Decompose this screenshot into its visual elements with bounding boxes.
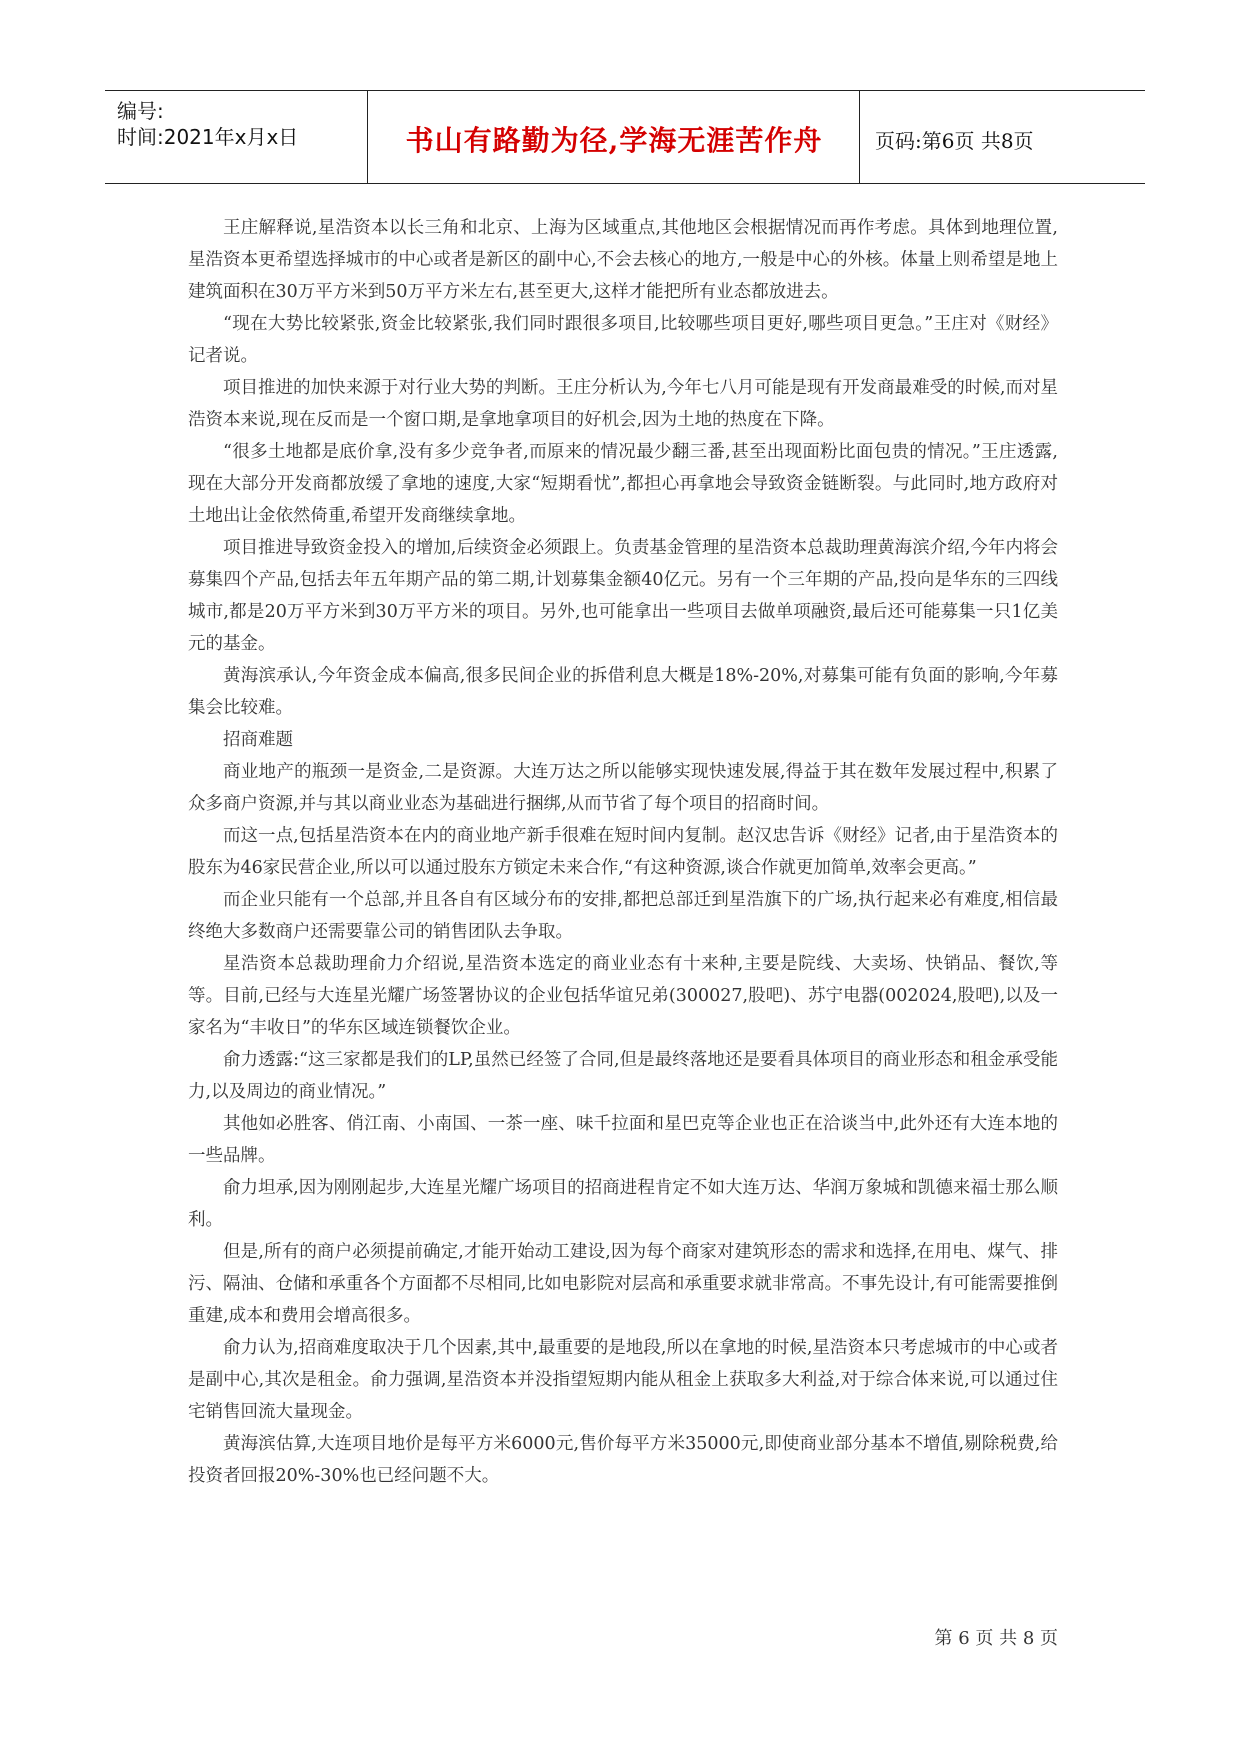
paragraph: 俞力认为,招商难度取决于几个因素,其中,最重要的是地段,所以在拿地的时候,星浩资本只考虑城市的中心或者是副中心,其次是租金。俞力强调,星浩资本并没指望短期内能从租金上获取多大利益,对于综合体来说,可以通过住宅销售回流大量现金。 xyxy=(188,1338,1058,1422)
document-header xyxy=(105,90,1145,184)
paragraph: 但是,所有的商户必须提前确定,才能开始动工建设,因为每个商家对建筑形态的需求和选择,在用电、煤气、排污、隔油、仓储和承重各个方面都不尽相同,比如电影院对层高和承重要求就非常高。不事先设计,有可能需要推倒重建,成本和费用会增高很多。 xyxy=(188,1242,1058,1326)
date-label: 时间:2021年x月x日 xyxy=(117,125,299,149)
header-info-cell xyxy=(105,91,368,183)
page-code-label: 页码:第6页 共8页 xyxy=(875,129,1034,153)
paragraph: 商业地产的瓶颈一是资金,二是资源。大连万达之所以能够实现快速发展,得益于其在数年发展过程中,积累了众多商户资源,并与其以商业业态为基础进行捆绑,从而节省了每个项目的招商时间。 xyxy=(188,762,1058,814)
article-body xyxy=(188,212,1058,1492)
paragraph: 星浩资本总裁助理俞力介绍说,星浩资本选定的商业业态有十来种,主要是院线、大卖场、快销品、餐饮,等等。目前,已经与大连星光耀广场签署协议的企业包括华谊兄弟(300027,股吧)、苏宁电器(002024,股吧),以及一家名为“丰收日”的华东区域连锁餐饮企业。 xyxy=(188,954,1058,1038)
header-page-cell xyxy=(861,91,1145,183)
motto-text: 书山有路勤为径,学海无涯苦作舟 xyxy=(405,124,823,157)
paragraph: 俞力坦承,因为刚刚起步,大连星光耀广场项目的招商进程肯定不如大连万达、华润万象城和凯德来福士那么顺利。 xyxy=(188,1178,1058,1230)
page-footer: 第 6 页 共 8 页 xyxy=(934,1628,1058,1649)
paragraph: 其他如必胜客、俏江南、小南国、一茶一座、味千拉面和星巴克等企业也正在洽谈当中,此外还有大连本地的一些品牌。 xyxy=(188,1114,1058,1166)
paragraph: 项目推进导致资金投入的增加,后续资金必须跟上。负责基金管理的星浩资本总裁助理黄海滨介绍,今年内将会募集四个产品,包括去年五年期产品的第二期,计划募集金额40亿元。另有一个三年期的产品,投向是华东的三四线城市,都是20万平方米到30万平方米的项目。另外,也可能拿出一些项目去做单项融资,最后还可能募集一只1亿美元的基金。 xyxy=(188,538,1058,654)
paragraph: 黄海滨承认,今年资金成本偏高,很多民间企业的拆借利息大概是18%-20%,对募集可能有负面的影响,今年募集会比较难。 xyxy=(188,666,1058,718)
paragraph: “现在大势比较紧张,资金比较紧张,我们同时跟很多项目,比较哪些项目更好,哪些项目更急。”王庄对《财经》记者说。 xyxy=(188,314,1058,366)
paragraph: 而企业只能有一个总部,并且各自有区域分布的安排,都把总部迁到星浩旗下的广场,执行起来必有难度,相信最终绝大多数商户还需要靠公司的销售团队去争取。 xyxy=(188,890,1058,942)
paragraph: 王庄解释说,星浩资本以长三角和北京、上海为区域重点,其他地区会根据情况而再作考虑。具体到地理位置,星浩资本更希望选择城市的中心或者是新区的副中心,不会去核心的地方,一般是中心的外核。体量上则希望是地上建筑面积在30万平方米到50万平方米左右,甚至更大,这样才能把所有业态都放进去。 xyxy=(188,218,1058,302)
section-heading: 招商难题 xyxy=(223,730,293,750)
header-motto-cell xyxy=(369,91,860,183)
paragraph: 俞力透露:“这三家都是我们的LP,虽然已经签了合同,但是最终落地还是要看具体项目的商业形态和租金承受能力,以及周边的商业情况。” xyxy=(188,1050,1058,1102)
paragraph: 项目推进的加快来源于对行业大势的判断。王庄分析认为,今年七八月可能是现有开发商最难受的时候,而对星浩资本来说,现在反而是一个窗口期,是拿地拿项目的好机会,因为土地的热度在下降。 xyxy=(188,378,1058,430)
serial-number-label: 编号: xyxy=(117,99,164,123)
paragraph: 黄海滨估算,大连项目地价是每平方米6000元,售价每平方米35000元,即使商业部分基本不增值,剔除税费,给投资者回报20%-30%也已经问题不大。 xyxy=(188,1434,1058,1486)
paragraph: “很多土地都是底价拿,没有多少竞争者,而原来的情况最少翻三番,甚至出现面粉比面包贵的情况。”王庄透露,现在大部分开发商都放缓了拿地的速度,大家“短期看忧”,都担心再拿地会导致资金链断裂。与此同时,地方政府对土地出让金依然倚重,希望开发商继续拿地。 xyxy=(188,442,1058,526)
paragraph: 而这一点,包括星浩资本在内的商业地产新手很难在短时间内复制。赵汉忠告诉《财经》记者,由于星浩资本的股东为46家民营企业,所以可以通过股东方锁定未来合作,“有这种资源,谈合作就更加简单,效率会更高。” xyxy=(188,826,1058,878)
